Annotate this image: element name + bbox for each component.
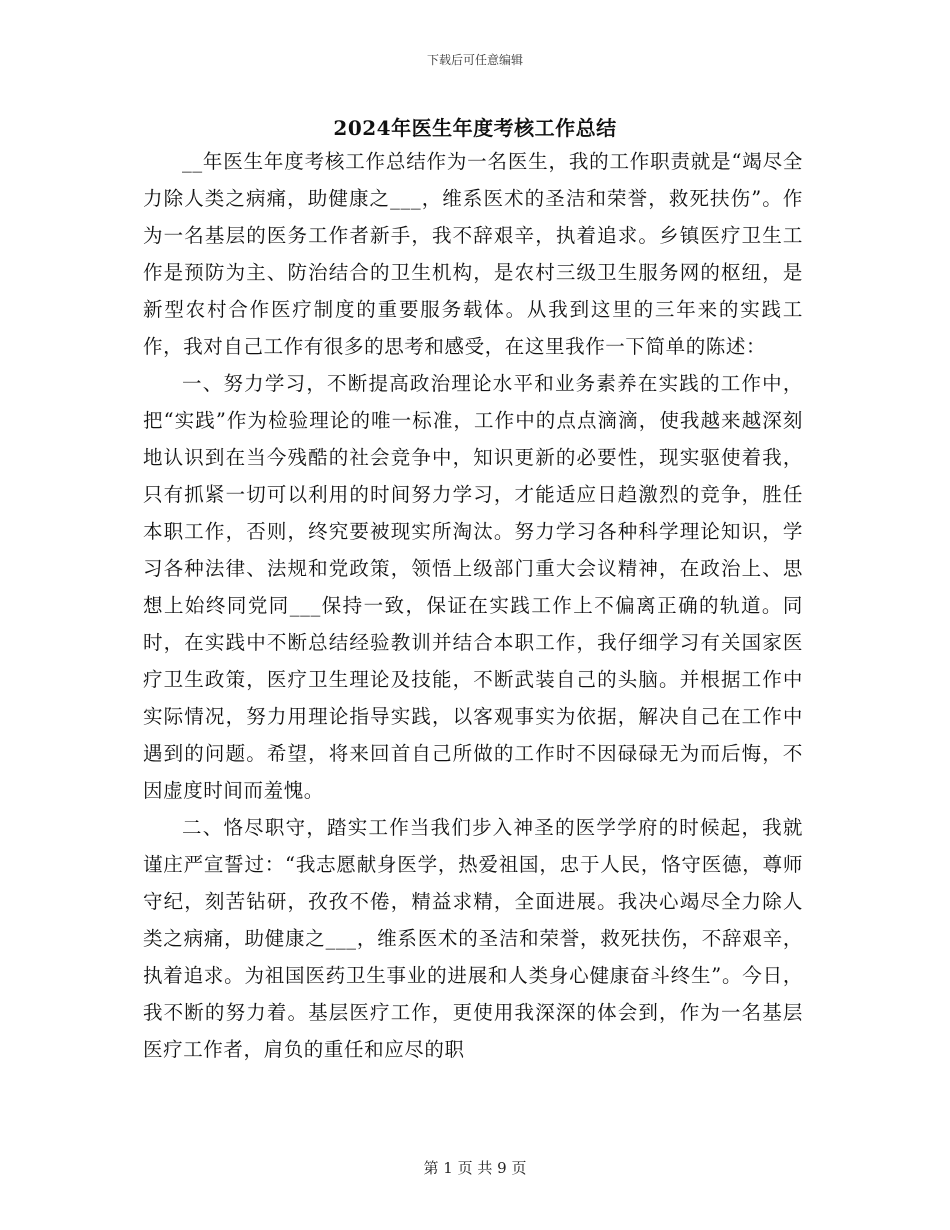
document-body: [143, 143, 803, 1068]
document-title: 2024年医生年度考核工作总结: [333, 116, 617, 140]
paragraph-section-two: 二、恪尽职守，踏实工作当我们步入神圣的医学学府的时候起，我就谨庄严宣誓过：“我志愿献身医学，热爱祖国，忠于人民，恪守医德，尊师守纪，刻苦钻研，孜孜不倦，精益求精，全面进展。我决心竭尽全力除人类之病痛，助健康之___，维系医术的圣洁和荣誉，救死扶伤，不辞艰辛，执着追求。为祖国医药卫生事业的进展和人类身心健康奋斗终生”。今日，我不断的努力着。基层医疗工作，更使用我深深的体会到，作为一名基层医疗工作者，肩负的重任和应尽的职: [143, 816, 803, 1061]
page-number: 第 1 页 共 9 页: [423, 1159, 527, 1177]
paragraph-section-one: 一、努力学习，不断提高政治理论水平和业务素养在实践的工作中，把“实践”作为检验理论的唯一标准，工作中的点点滴滴，使我越来越深刻地认识到在当今残酷的社会竞争中，知识更新的必要性，现实驱使着我，只有抓紧一切可以利用的时间努力学习，才能适应日趋激烈的竞争，胜任本职工作，否则，终究要被现实所淘汰。努力学习各种科学理论知识，学习各种法律、法规和党政策，领悟上级部门重大会议精神，在政治上、思想上始终同党同___保持一致，保证在实践工作上不偏离正确的轨道。同时，在实践中不断总结经验教训并结合本职工作，我仔细学习有关国家医疗卫生政策，医疗卫生理论及技能，不断武装自己的头脑。并根据工作中实际情况，努力用理论指导实践，以客观事实为依据，解决自己在工作中遇到的问题。希望，将来回首自己所做的工作时不因碌碌无为而后悔，不因虚度时间而羞愧。: [143, 372, 803, 802]
download-note: 下载后可任意编辑: [426, 53, 523, 67]
paragraph-intro: __年医生年度考核工作总结作为一名医生，我的工作职责就是“竭尽全力除人类之病痛，助健康之___，维系医术的圣洁和荣誉，救死扶伤”。作为一名基层的医务工作者新手，我不辞艰辛，执着追求。乡镇医疗卫生工作是预防为主、防治结合的卫生机构，是农村三级卫生服务网的枢纽，是新型农村合作医疗制度的重要服务载体。从我到这里的三年来的实践工作，我对自己工作有很多的思考和感受，在这里我作一下简单的陈述：: [143, 150, 803, 358]
